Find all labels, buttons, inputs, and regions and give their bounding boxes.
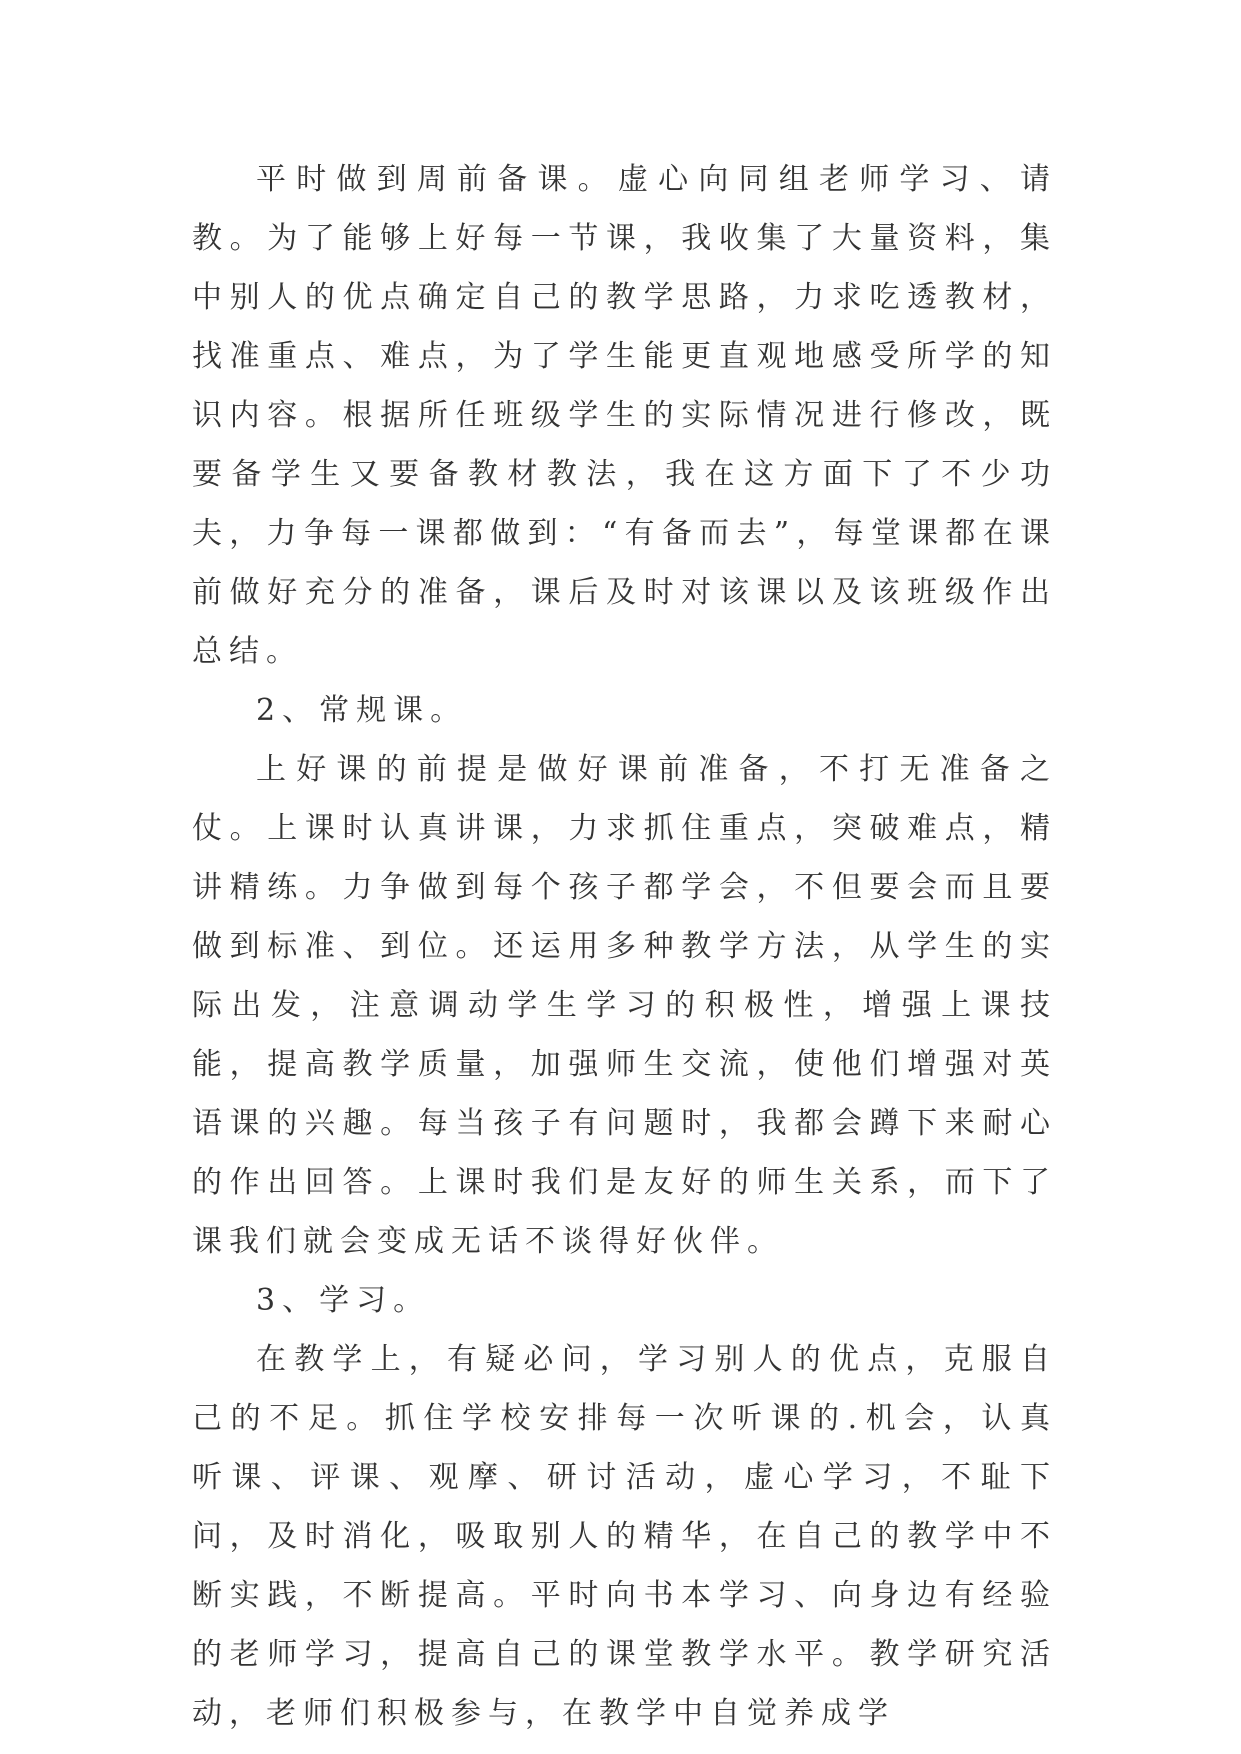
heading-regular-class: 2、常规课。 [256,693,468,728]
paragraph-lesson-preparation: 平时做到周前备课。虚心向同组老师学习、请教。为了能够上好每一节课，我收集了大量资料，集中别人的优点确定自己的教学思路，力求吃透教材，找准重点、难点，为了学生能更直观地感受所学的知识内容。根据所任班级学生的实际情况进行修改，既要备学生又要备教材教法，我在这方面下了不少功夫，力争每一课都做到：“有备而去”，每堂课都在课前做好充分的准备，课后及时对该课以及该班级作出总结。 [192,162,1057,669]
document-body [192,150,1057,1743]
paragraph-learning: 在教学上，有疑必问，学习别人的优点，克服自己的不足。抓住学校安排每一次听课的.机会，认真听课、评课、观摩、研讨活动，虚心学习，不耻下问，及时消化，吸取别人的精华，在自己的教学中不断实践，不断提高。平时向书本学习、向身边有经验的老师学习，提高自己的课堂教学水平。教学研究活动，老师们积极参与，在教学中自觉养成学 [192,1342,1057,1731]
heading-learning: 3、学习。 [256,1283,431,1318]
paragraph-regular-class: 上好课的前提是做好课前准备，不打无准备之仗。上课时认真讲课，力求抓住重点，突破难点，精讲精练。力争做到每个孩子都学会，不但要会而且要做到标准、到位。还运用多种教学方法，从学生的实际出发，注意调动学生学习的积极性，增强上课技能，提高教学质量，加强师生交流，使他们增强对英语课的兴趣。每当孩子有问题时，我都会蹲下来耐心的作出回答。上课时我们是友好的师生关系，而下了课我们就会变成无话不谈得好伙伴。 [192,752,1057,1259]
